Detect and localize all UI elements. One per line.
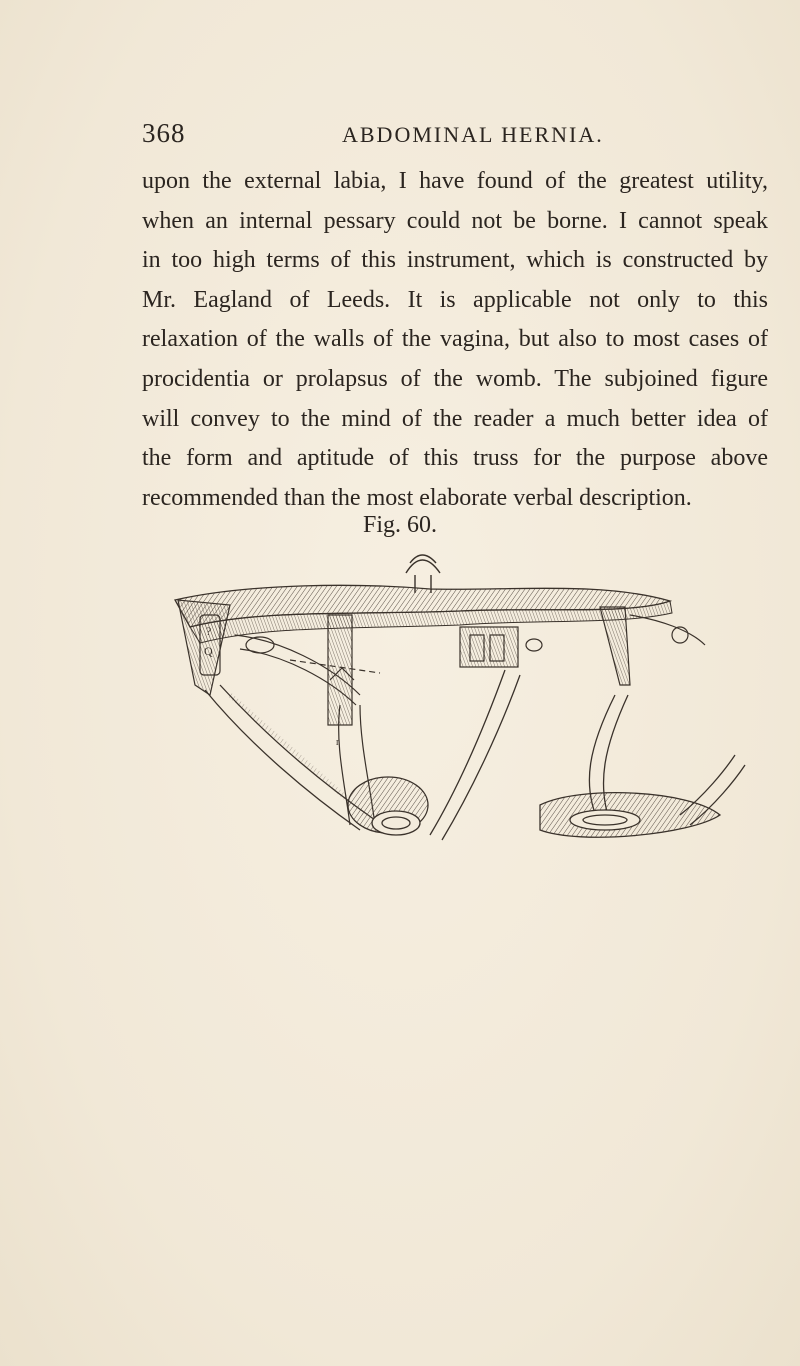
buckle-plate — [460, 627, 542, 667]
text-line: in too high terms of this instrument, which is constructed by — [142, 247, 768, 274]
running-head — [142, 118, 768, 158]
pessary-pad — [348, 777, 428, 835]
inner-strap — [235, 635, 380, 705]
text-line: the form and aptitude of this truss for the purpose above — [142, 445, 768, 472]
truss-illustration — [160, 545, 760, 865]
left-pad — [178, 600, 230, 695]
lower-right-pad — [540, 755, 745, 837]
running-title: ABDOMINAL HERNIA. — [342, 122, 604, 147]
svg-text:Q: Q — [204, 644, 213, 658]
right-pad — [600, 607, 705, 685]
text-line: procidentia or prolapsus of the womb. The subjoined figure — [142, 365, 768, 392]
waist-belt — [175, 585, 672, 643]
page-number: 368 — [142, 118, 186, 148]
svg-text:?: ? — [206, 624, 212, 638]
text-line: Mr. Eagland of Leeds. It is applicable not only to this — [142, 286, 768, 313]
body-paragraph — [142, 162, 768, 518]
text-line: will convey to the mind of the reader a much better idea of — [142, 405, 768, 432]
text-line: when an internal pessary could not be borne. I cannot speak — [142, 207, 768, 234]
text-line: upon the external labia, I have found of the greatest utility, — [142, 168, 768, 194]
text-line: relaxation of the walls of the vagina, but also to most cases of — [142, 326, 768, 353]
text-line: recommended than the most elaborate verbal description. — [142, 484, 692, 511]
svg-text:r: r — [336, 737, 340, 748]
truss-engraving — [160, 545, 760, 865]
figure-caption: Fig. 60. — [362, 512, 437, 538]
